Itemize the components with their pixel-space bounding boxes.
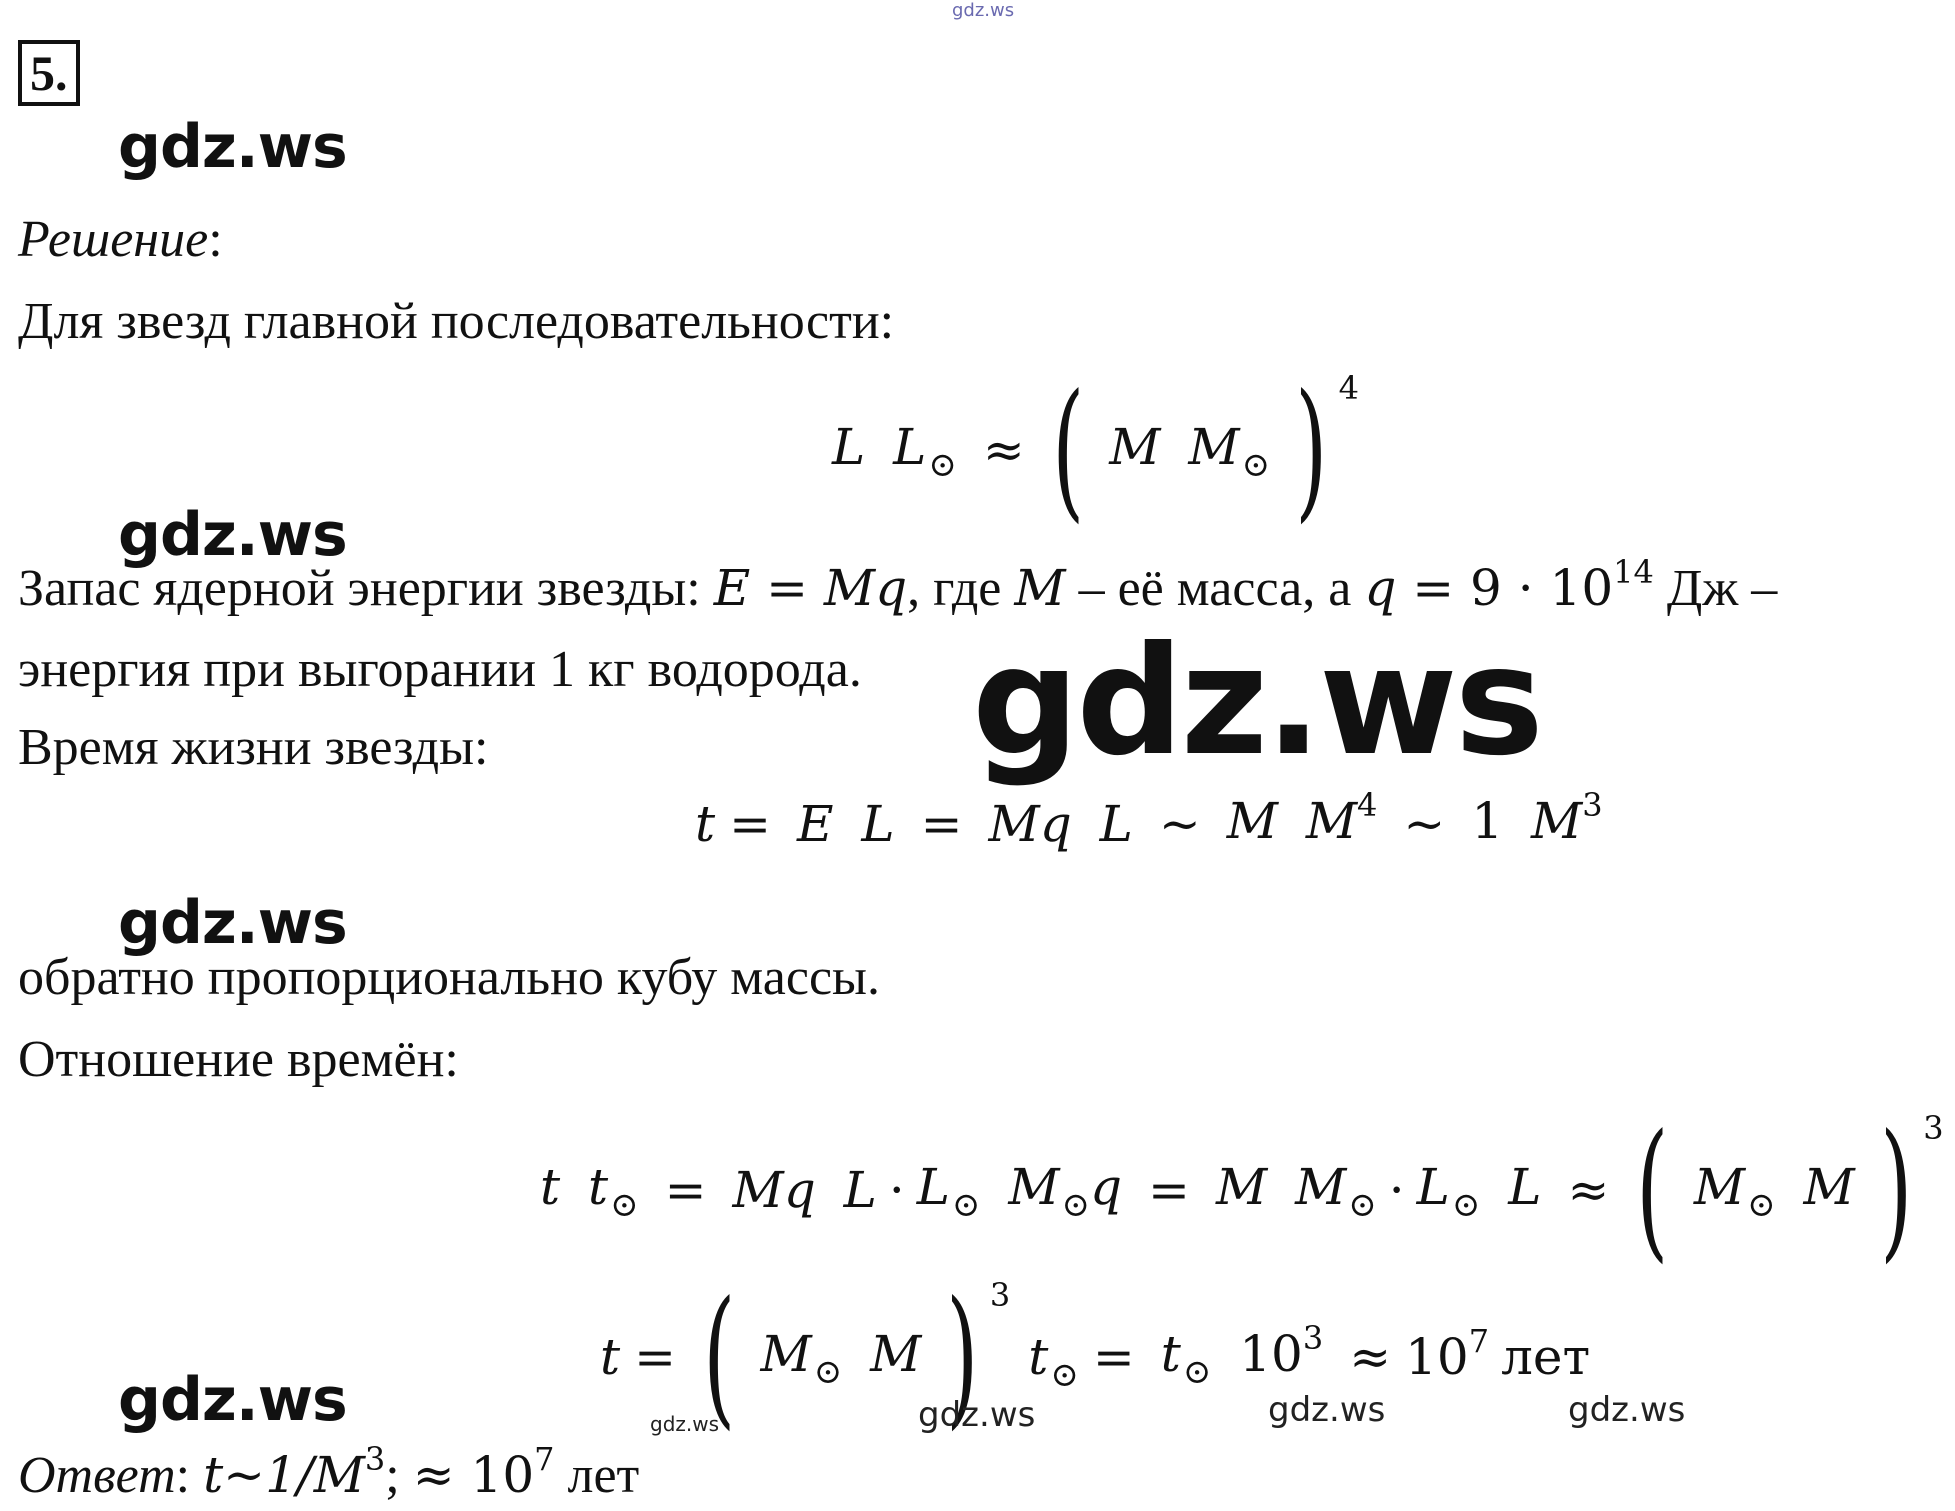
- inverse-cube-line: обратно пропорционально кубу массы.: [18, 949, 880, 1006]
- watermark: gdz.ws: [118, 1365, 347, 1435]
- watermark: gdz.ws: [118, 112, 347, 182]
- solution-label: Решение:: [18, 211, 223, 268]
- equation-lifetime: t = E L = Mq L ~ M $M^4$ ~ 1 $M^3$: [695, 786, 1603, 853]
- watermark-small: gdz.ws: [918, 1395, 1036, 1435]
- top-watermark: gdz.ws: [952, 0, 1015, 21]
- equation-luminosity-mass: L $L_⊙$ ≈ ( M $M_⊙$ ) 4: [832, 363, 1359, 537]
- watermark-small: gdz.ws: [1568, 1390, 1686, 1430]
- problem-number: 5.: [18, 40, 80, 106]
- watermark-big: gdz.ws: [972, 615, 1541, 789]
- watermark-small: gdz.ws: [650, 1412, 720, 1436]
- watermark: gdz.ws: [118, 500, 347, 570]
- answer-line: Ответ: $t\sim 1/M^3$; ≈ $10^7$ лет: [18, 1440, 640, 1504]
- equation-lifetime-result: t = ( $M_⊙$ M ) 3 $t_⊙$ = $t_⊙$ $10^3$ ≈ $10^7$ лет: [600, 1270, 1591, 1444]
- time-ratio-line: Отношение времён:: [18, 1031, 459, 1088]
- main-sequence-line: Для звезд главной последовательности:: [18, 293, 895, 350]
- watermark: gdz.ws: [118, 888, 347, 958]
- hydrogen-energy-line: энергия при выгорании 1 кг водорода.: [18, 641, 862, 698]
- equation-time-ratio: t $t_⊙$ = Mq L · $L_⊙$ $M_⊙q$ = M $M_⊙$ · $L_⊙$ L ≈ ( $M_⊙$ M ) 3: [540, 1103, 1944, 1277]
- watermark-small: gdz.ws: [1268, 1390, 1386, 1430]
- energy-reserve-line: Запас ядерной энергии звезды: E = Mq, где M – её масса, а $q = 9 \cdot 10^{14}$ Дж –: [18, 553, 1778, 617]
- lifetime-line: Время жизни звезды:: [18, 719, 489, 776]
